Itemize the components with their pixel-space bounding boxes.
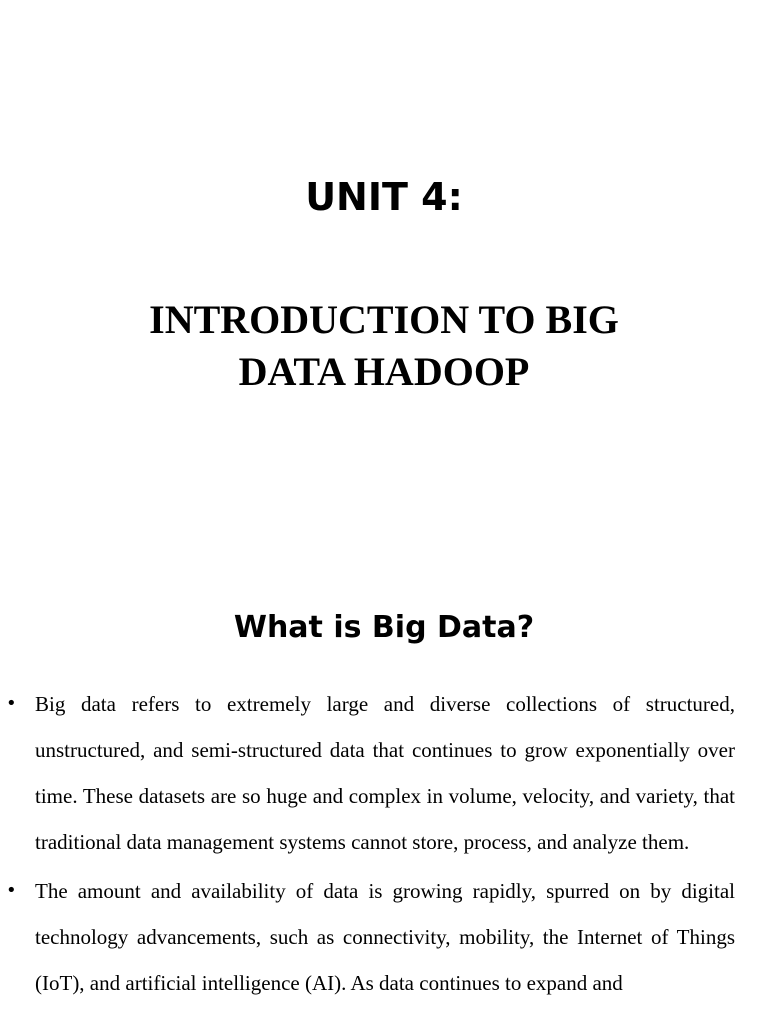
page-title-line-2: DATA HADOOP	[238, 349, 530, 394]
list-item	[0, 868, 768, 1006]
bullet-text: The amount and availability of data is growing rapidly, spurred on by digital technology advancements, such as connectivity, mobility, the Internet of Things (IoT), and artificial intelligence (AI). As data continues to expand and	[35, 879, 735, 995]
bullet-text: Big data refers to extremely large and diverse collections of structured, unstructured, and semi-structured data that continues to grow exponentially over time. These datasets are so huge and complex in volume, velocity, and variety, that traditional data management systems cannot store, process, and analyze them.	[35, 692, 735, 854]
unit-label: UNIT 4:	[305, 175, 463, 219]
page-title	[60, 294, 708, 398]
list-item	[0, 681, 768, 865]
bullet-icon: •	[6, 880, 17, 901]
bullet-icon: •	[6, 693, 17, 714]
bullet-list	[0, 681, 768, 1009]
section-heading: What is Big Data?	[233, 610, 535, 645]
page-title-line-1: INTRODUCTION TO BIG	[149, 297, 619, 342]
